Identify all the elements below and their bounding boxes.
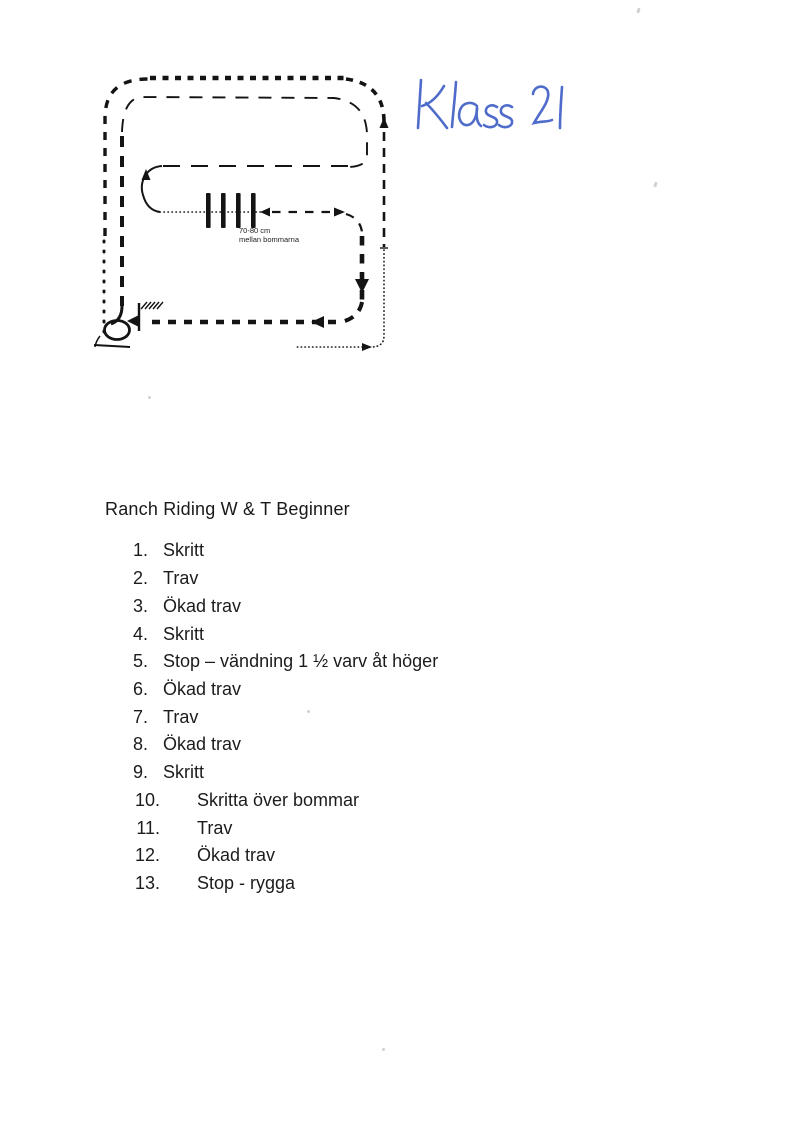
item-label: Skritta över bommar [197,789,360,810]
handwritten-class-label [405,66,585,138]
list-item [105,842,625,870]
item-label: Stop – vändning 1 ½ varv åt höger [163,651,439,672]
item-label: Skritt [163,623,205,644]
descent-bottom-corner [341,302,362,322]
dotted-right-arrow [362,343,372,351]
item-number: 12. [134,845,160,866]
bottom-left-arrow [311,316,324,328]
poles-label-line2: mellan bommarna [239,235,300,244]
scan-speck [382,1048,385,1051]
item-number: 9. [132,762,148,783]
scan-speck [636,8,640,14]
pole-line-left-arrow [260,208,270,217]
course-diagram [85,58,405,360]
list-item [105,620,625,648]
poles-group [206,193,256,228]
item-label: Stop - rygga [197,872,296,893]
item-number: 5. [132,651,148,672]
scan-speck [653,182,657,188]
poles-label-line1: 70-80 cm [239,226,271,235]
mid-right-corner [346,214,362,232]
pole [221,193,226,228]
item-number: 1. [132,540,148,561]
item-number: 3. [132,595,148,616]
list-item [105,703,625,731]
list-item [105,814,625,842]
pole [236,193,241,228]
item-label: Skritt [163,762,205,783]
item-label: Trav [163,706,199,727]
start-circle [105,321,130,340]
item-label: Ökad trav [163,678,242,699]
item-label: Skritt [163,540,205,561]
maneuver-list [105,537,625,897]
item-number: 11. [136,817,160,838]
item-number: 7. [132,706,148,727]
right-track-dotted [294,250,384,347]
list-item [105,592,625,620]
page-title: Ranch Riding W & T Beginner [105,499,350,519]
base-underline [94,345,130,347]
list-item [105,786,625,814]
item-number: 13. [134,872,160,893]
item-number: 2. [132,568,148,589]
item-label: Trav [163,568,199,589]
handwriting-strokes [418,80,562,128]
item-number: 4. [132,623,148,644]
outer-track-left-trot [105,79,148,236]
descent-down-arrow [355,279,369,293]
item-number: 6. [132,678,148,699]
up-arrow [380,117,389,128]
scan-speck [307,710,310,713]
list-item [105,648,625,676]
inner-top-track [122,97,367,167]
item-label: Ökad trav [197,845,276,866]
item-label: Ökad trav [163,595,242,616]
list-item [105,565,625,593]
list-item [105,676,625,704]
item-label: Trav [197,817,233,838]
list-item [105,870,625,898]
pole [206,193,211,228]
stop-wall-marker [139,302,163,331]
item-number: 10. [134,789,160,810]
mid-right-arrow [334,208,345,217]
scan-speck [148,396,151,399]
list-item [105,537,625,565]
pole [251,193,256,228]
list-item [105,759,625,787]
item-number: 8. [132,734,148,755]
item-label: Ökad trav [163,734,242,755]
outer-track-topright-corner [346,79,384,122]
list-item [105,731,625,759]
